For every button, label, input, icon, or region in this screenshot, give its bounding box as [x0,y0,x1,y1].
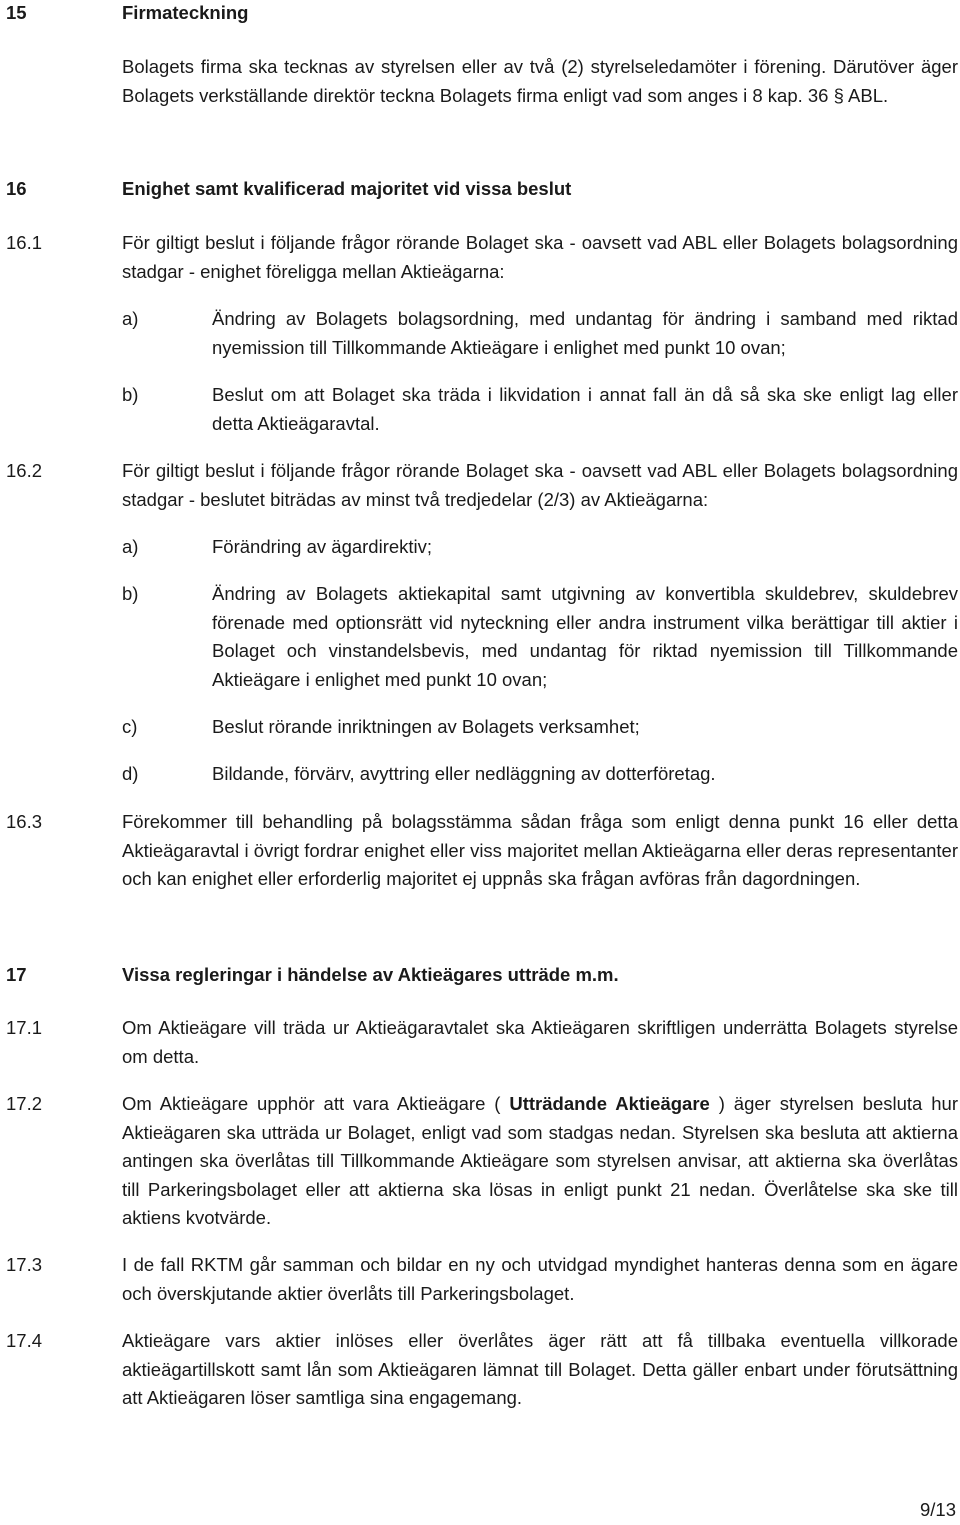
page-number: 9/13 [919,1499,956,1520]
clause-16-1-item-a-text: Ändring av Bolagets bolagsordning, med undantag för ändring i samband med riktad nyemission till Tillkommande Aktieägare i enlighet med punkt 10 ovan; [212,308,958,358]
clause-16-1-number: 16.1 [6,232,43,253]
clause-16-2-number: 16.2 [6,460,43,481]
clause-17-3-text: I de fall RKTM går samman och bildar en ny och utvidgad myndighet hanteras denna som en ägare och överskjutande aktier överlåts till Parkeringsbolaget. [122,1254,958,1304]
clause-16-2-item-d-letter: d) [122,763,139,784]
clause-16-2-item-d-text: Bildande, förvärv, avyttring eller nedläggning av dotterföretag. [212,763,716,784]
section-16-heading: Enighet samt kvalificerad majoritet vid vissa beslut [122,178,572,199]
section-16-number: 16 [6,178,27,199]
clause-16-1-item-a-letter: a) [122,308,139,329]
clause-16-2-item-b-letter: b) [122,583,139,604]
clause-17-4-number: 17.4 [6,1330,43,1351]
section-17-number: 17 [6,964,27,985]
section-15-number: 15 [6,2,27,23]
section-15-body: Bolagets firma ska tecknas av styrelsen eller av två (2) styrelseledamöter i förening. Därutöver äger Bolagets verkställande direktör teckna Bolagets firma enligt vad som anges i 8 kap. 36 § ABL. [122,56,958,106]
clause-17-2-number: 17.2 [6,1093,43,1114]
clause-17-4-text: Aktieägare vars aktier inlöses eller överlåtes äger rätt att få tillbaka eventuella villkorade aktieägartillskott samt lån som Aktieägaren lämnat till Bolaget. Detta gäller enbart under förutsättning att Aktieägaren löser samtliga sina engagemang. [122,1330,958,1408]
clause-17-3-number: 17.3 [6,1254,43,1275]
clause-16-1-text: För giltigt beslut i följande frågor rörande Bolaget ska - oavsett vad ABL eller Bolagets bolagsordning stadgar - enighet föreligga mellan Aktieägarna: [122,232,958,282]
clause-17-2-text [122,1090,958,1233]
section-17-heading: Vissa regleringar i händelse av Aktieägares utträde m.m. [122,964,619,985]
clause-16-2-item-c-letter: c) [122,716,138,737]
clause-16-2-item-c-text: Beslut rörande inriktningen av Bolagets verksamhet; [212,716,640,737]
clause-17-1-text: Om Aktieägare vill träda ur Aktieägaravtalet ska Aktieägaren skriftligen underrätta Bolagets styrelse om detta. [122,1017,958,1067]
clause-16-2-text: För giltigt beslut i följande frågor rörande Bolaget ska - oavsett vad ABL eller Bolagets bolagsordning stadgar - beslutet biträdas av minst två tredjedelar (2/3) av Aktieägarna: [122,460,958,510]
clause-16-3-number: 16.3 [6,811,43,832]
clause-16-3-text: Förekommer till behandling på bolagsstämma sådan fråga som enligt denna punkt 16 eller detta Aktieägaravtal i övrigt fordrar enighet eller viss majoritet mellan Aktieägarna eller deras representanter och kan enighet eller erforderlig majoritet ej uppnås ska frågan avföras från dagordningen. [122,811,958,889]
defined-term-utträdande-aktieägare: Utträdande Aktieägare [509,1093,710,1114]
clause-16-2-item-b-text: Ändring av Bolagets aktiekapital samt utgivning av konvertibla skuldebrev, skuldebrev förenade med optionsrätt vid nyteckning eller andra instrument vilka berättigar till aktier i Bolaget och vinstandelsbevis, med undantag för riktad nyemission till Tillkommande Aktieägare i enlighet med punkt 10 ovan; [212,583,958,690]
clause-17-2-text-start: Om Aktieägare upphör att vara Aktieägare ( [122,1093,510,1114]
clause-16-1-item-b-letter: b) [122,384,139,405]
clause-17-2-text-rest: ) äger styrelsen besluta hur Aktieägaren ska utträda ur Bolaget, enligt vad som stadgas nedan. Styrelsen ska besluta att aktierna antingen ska överlåtas till Tillkommande Aktieägare som styrelsen anvisar, att aktierna ska överlåtas till Parkeringsbolaget eller att aktierna ska lösas in enligt punkt 21 nedan. Överlåtelse ska ske till aktiens kvotvärde. [122,1093,958,1228]
clause-16-1-item-b-text: Beslut om att Bolaget ska träda i likvidation i annat fall än då så ska ske enligt lag eller detta Aktieägaravtal. [212,384,958,434]
clause-16-2-item-a-letter: a) [122,536,139,557]
clause-16-2-item-a-text: Förändring av ägardirektiv; [212,536,433,557]
clause-17-1-number: 17.1 [6,1017,43,1038]
section-15-heading: Firmateckning [122,2,249,23]
